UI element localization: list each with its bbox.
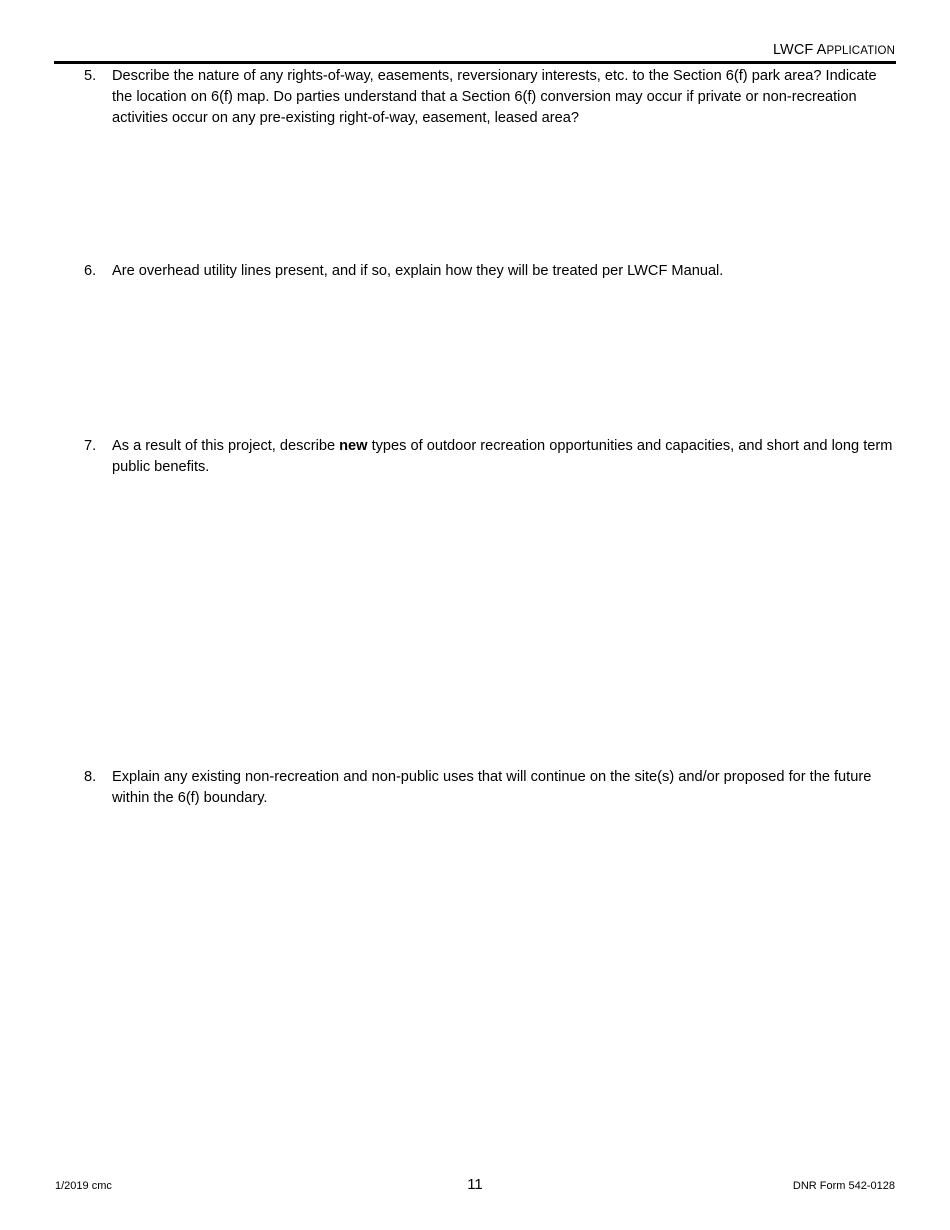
question-6: [84, 261, 896, 282]
question-text-end: types of outdoor recreation opportunities and capacities, and short and long term public benefits.: [112, 438, 893, 475]
question-text: [112, 436, 896, 478]
question-text-start: As a result of this project, describe: [112, 438, 340, 454]
question-text: Describe the nature of any rights-of-way, easements, reversionary interests, etc. to the Section 6(f) park area? Indicate the location on 6(f) map. Do parties understand that a Section 6(f) conversion may occur if private or non-recreation activities occur on any pre-existing right-of-way, easement, leased area?: [112, 68, 877, 126]
question-8: [84, 767, 896, 809]
question-5: [84, 66, 896, 129]
question-7: [84, 436, 896, 478]
question-text: Explain any existing non-recreation and non-public uses that will continue on the site(s) and/or proposed for the future within the 6(f) boundary.: [112, 769, 872, 806]
footer-form-number: DNR Form 542-0128: [792, 1180, 895, 1192]
question-number: 6.: [84, 263, 97, 279]
question-number: 5.: [84, 68, 97, 84]
header-rule: [54, 61, 896, 64]
header-title-prefix: LWCF A: [772, 42, 827, 58]
document-header-title: [773, 41, 895, 58]
header-title-rest: PPLICATION: [826, 45, 895, 57]
question-text: Are overhead utility lines present, and if so, explain how they will be treated per LWCF Manual.: [112, 263, 724, 279]
footer-page-number: 11: [467, 1176, 483, 1193]
question-number: 7.: [84, 438, 97, 454]
question-number: 8.: [84, 769, 97, 785]
footer-revision-date: 1/2019 cmc: [55, 1180, 112, 1192]
question-text-emphasis: new: [339, 438, 368, 454]
